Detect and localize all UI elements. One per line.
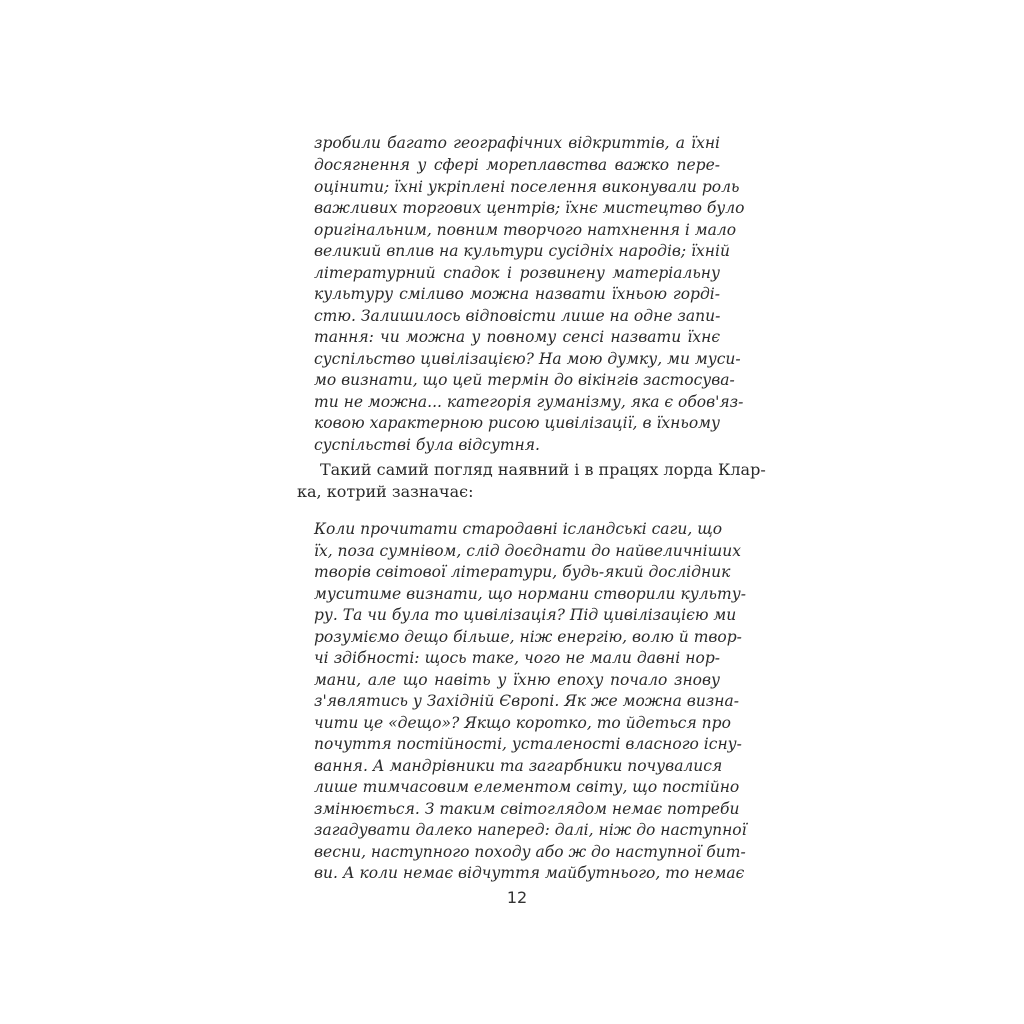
quote-line: тання: чи можна у повному сенсі назвати їхнє	[314, 328, 720, 346]
quote-line: ви. А коли немає відчуття майбутнього, то немає	[314, 864, 745, 882]
quote-line: лише тимчасовим елементом світу, що постійно	[314, 778, 740, 796]
quote-line: Коли прочитати стародавні ісландські саги, що	[314, 520, 723, 538]
quote-line: загадувати далеко наперед: далі, ніж до наступної	[314, 821, 747, 839]
quote-line: з'являтись у Західній Європі. Як же можна визна-	[314, 692, 739, 710]
quote-line: культуру сміливо можна назвати їхньою горді-	[314, 285, 720, 303]
quote-line: важливих торгових центрів; їхнє мистецтво було	[314, 199, 745, 217]
page-number: 12	[506, 888, 528, 907]
quote-line: вання. А мандрівники та загарбники почувалися	[314, 757, 723, 775]
quote-line: мани, але що навіть у їхню епоху почало знову	[314, 671, 720, 689]
quote-line: оцінити; їхні укріплені поселення виконували роль	[314, 178, 740, 196]
quote-line: чі здібності: щось таке, чого не мали давні нор-	[314, 649, 720, 667]
quote-line: оригінальним, повним творчого натхнення і мало	[314, 221, 737, 239]
body-line: ка, котрий зазначає:	[297, 482, 474, 501]
quote-line: досягнення у сфері мореплавства важко пере-	[314, 156, 720, 174]
quote-line: змінюється. З таким світоглядом немає потреби	[314, 800, 740, 818]
quote-line: ру. Та чи була то цивілізація? Під цивілізацією ми	[314, 606, 737, 624]
quote-line: ковою характерною рисою цивілізації, в їхньому	[314, 414, 720, 432]
quote-line: чити це «дещо»? Якщо коротко, то йдеться про	[314, 714, 731, 732]
quote-line: суспільство цивілізацією? На мою думку, ми муси-	[314, 350, 741, 368]
quote-line: розуміємо дещо більше, ніж енергію, волю й твор-	[314, 628, 742, 646]
quote-line: весни, наступного походу або ж до наступної бит-	[314, 843, 746, 861]
quote-line: почуття постійності, усталеності власного існу-	[314, 735, 742, 753]
quote-line: творів світової літератури, будь-який дослідник	[314, 563, 731, 581]
quote-line: муситиме визнати, що нормани створили культу-	[314, 585, 746, 603]
quote-line: зробили багато географічних відкриттів, а їхні	[314, 134, 720, 152]
quote-line: суспільстві була відсутня.	[314, 436, 540, 454]
quote-line: літературний спадок і розвинену матеріальну	[314, 264, 720, 282]
body-line: Такий самий погляд наявний і в працях лорда Клар-	[320, 460, 766, 479]
quote-line: їх, поза сумнівом, слід доєднати до найвеличніших	[314, 542, 741, 560]
quote-line: мо визнати, що цей термін до вікінгів застосува-	[314, 371, 735, 389]
quote-line: стю. Залишилось відповісти лише на одне запи-	[314, 307, 721, 325]
quote-line: ти не можна... категорія гуманізму, яка є обов'яз-	[314, 393, 744, 411]
quote-line: великий вплив на культури сусідніх народів; їхній	[314, 242, 730, 260]
